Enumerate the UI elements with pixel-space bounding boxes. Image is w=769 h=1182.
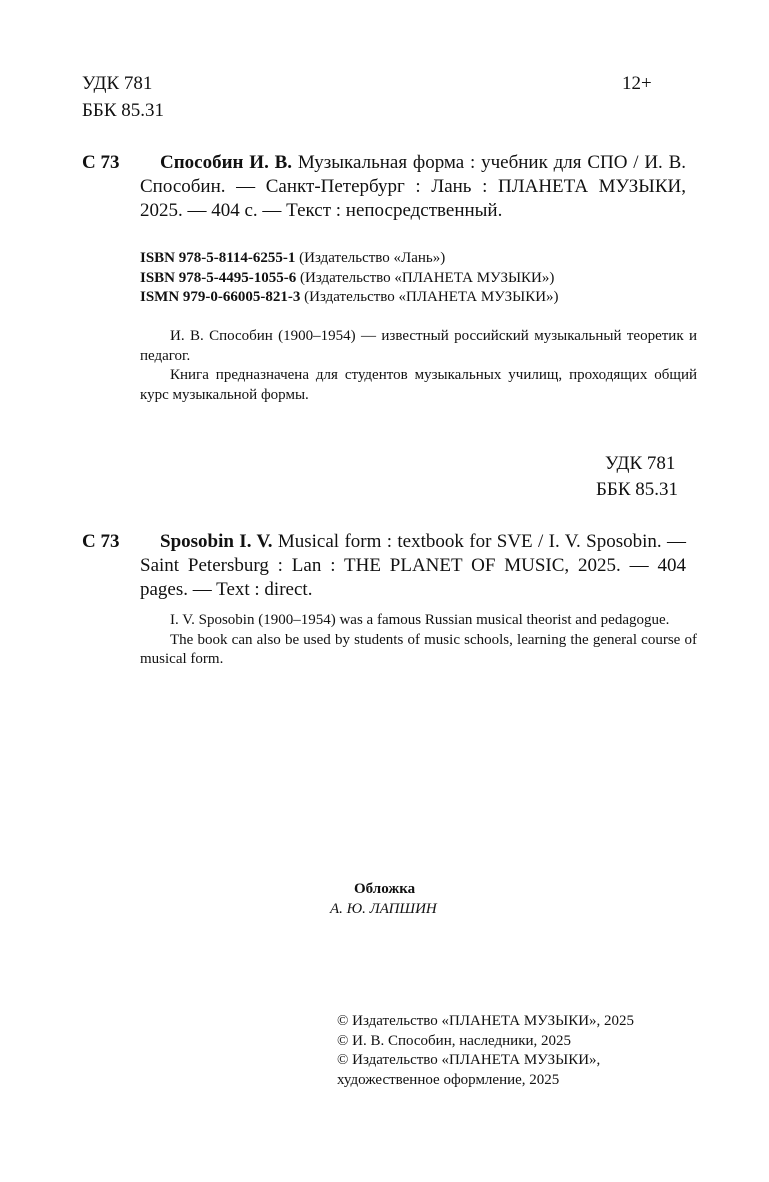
en-catalog-code: С 73: [82, 531, 120, 552]
ru-abstract-paragraph: Книга предназначена для студентов музыкальных училищ, проходящих общий курс музыкальной формы.: [140, 367, 697, 403]
copyright-line: © И. В. Способин, наследники, 2025: [337, 1032, 572, 1049]
ru-abstract-paragraph: И. В. Способин (1900–1954) — известный российский музыкальный теоретик и педагог.: [140, 328, 697, 364]
ru-bibliographic-entry: [140, 151, 686, 223]
isbn-publisher: (Издательство «ПЛАНЕТА МУЗЫКИ»): [296, 269, 555, 286]
isbn-list: [140, 249, 700, 308]
cover-label: Обложка: [354, 881, 416, 897]
copyright-line: © Издательство «ПЛАНЕТА МУЗЫКИ», 2025: [337, 1013, 635, 1029]
en-author: Sposobin I. V.: [160, 531, 273, 552]
ismn-publisher: (Издательство «ПЛАНЕТА МУЗЫКИ»): [300, 289, 559, 305]
isbn-item: [140, 249, 700, 269]
en-title-rest: Musical form : textbook for SVE / I. V. Sposobin. — Saint Petersburg : Lan : THE PLANET OF MUSIC, 2025. — 404 pages. — Text : direct.: [140, 531, 686, 600]
copyright-block: [337, 1012, 634, 1090]
cover-artist: А. Ю. ЛАПШИН: [330, 901, 437, 917]
en-abstract-paragraph: I. V. Sposobin (1900–1954) was a famous Russian musical theorist and pedagogue.: [170, 612, 670, 628]
ru-title-rest: Музыкальная форма : учебник для СПО / И. В. Способин. — Санкт-Петербург : Лань : ПЛАНЕТА МУЗЫКИ, 2025. — 404 с. — Текст : непосредственный.: [140, 152, 687, 221]
ismn-number: ISMN 979-0-66005-821-3: [140, 289, 301, 305]
ismn-item: [140, 288, 700, 308]
isbn-publisher: (Издательство «Лань»): [295, 250, 446, 266]
bbk-code-right: ББК 85.31: [596, 479, 678, 500]
en-bibliographic-entry: [140, 530, 686, 602]
ru-catalog-code: С 73: [82, 152, 120, 173]
udk-code: УДК 781: [82, 73, 153, 94]
age-rating: 12+: [622, 73, 652, 94]
ru-abstract: [140, 327, 697, 405]
ru-author: Способин И. В.: [160, 152, 293, 173]
isbn-number: ISBN 978-5-4495-1055-6: [140, 269, 297, 286]
copyright-line: © Издательство «ПЛАНЕТА МУЗЫКИ»,: [337, 1052, 601, 1068]
isbn-item: [140, 269, 700, 289]
en-abstract: [140, 611, 697, 670]
en-abstract-paragraph: The book can also be used by students of music schools, learning the general course of musical form.: [140, 631, 697, 667]
bbk-code: ББК 85.31: [82, 100, 164, 121]
udk-code-right: УДК 781: [605, 453, 676, 474]
isbn-number: ISBN 978-5-8114-6255-1: [140, 250, 296, 266]
copyright-line: художественное оформление, 2025: [337, 1071, 560, 1088]
